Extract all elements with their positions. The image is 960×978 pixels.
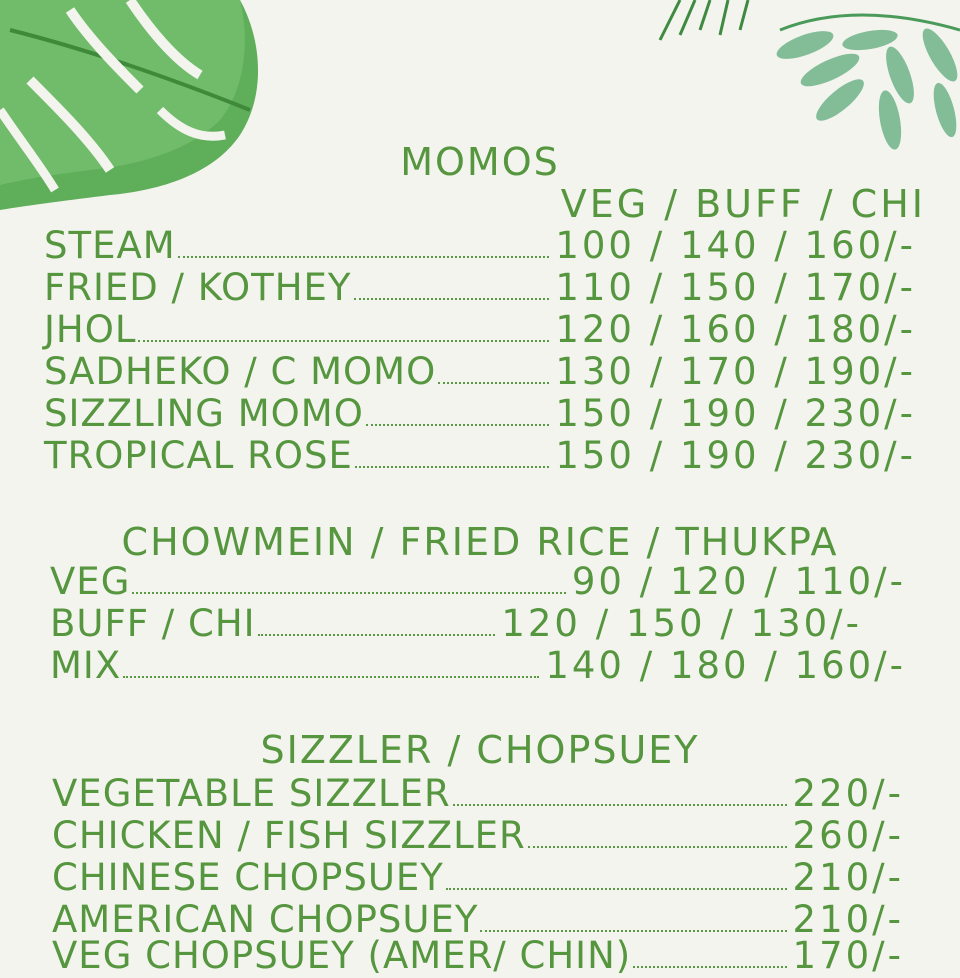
chowmein-title: CHOWMEIN / FRIED RICE / THUKPA <box>121 520 839 564</box>
item-price: 150 / 190 / 230/- <box>555 392 916 435</box>
item-name: SADHEKO / C MOMO <box>44 350 437 393</box>
menu-item <box>52 772 904 816</box>
leader-dots <box>355 465 549 468</box>
leader-dots <box>132 591 566 594</box>
leader-dots <box>528 845 787 848</box>
menu-item <box>44 224 916 268</box>
item-price: 140 / 180 / 160/- <box>545 644 906 687</box>
item-name: BUFF / CHI <box>50 602 256 645</box>
item-name: CHINESE CHOPSUEY <box>52 856 444 899</box>
item-price: 120 / 160 / 180/- <box>555 308 916 351</box>
item-name: VEGETABLE SIZZLER <box>52 772 451 815</box>
sizzler-title: SIZZLER / CHOPSUEY <box>260 728 700 772</box>
menu-item <box>50 644 906 688</box>
menu-item <box>44 392 916 436</box>
item-price: 150 / 190 / 230/- <box>555 434 916 477</box>
item-name: VEG CHOPSUEY (AMER/ CHIN) <box>52 934 632 977</box>
menu-item <box>44 308 916 352</box>
item-price: 100 / 140 / 160/- <box>555 224 916 267</box>
item-name: CHICKEN / FISH SIZZLER <box>52 814 526 857</box>
leader-dots <box>633 965 786 968</box>
leader-dots <box>480 929 786 932</box>
item-name: FRIED / KOTHEY <box>44 266 352 309</box>
item-price: 260/- <box>792 814 904 857</box>
leader-dots <box>366 423 550 426</box>
item-price: 130 / 170 / 190/- <box>555 350 916 393</box>
item-price: 90 / 120 / 110/- <box>571 560 906 603</box>
item-price: 170/- <box>792 934 904 977</box>
leader-dots <box>453 803 787 806</box>
item-name: TROPICAL ROSE <box>44 434 353 477</box>
leader-dots <box>438 381 549 384</box>
item-name: SIZZLING MOMO <box>44 392 364 435</box>
menu-item <box>44 434 916 478</box>
item-price: 210/- <box>792 898 904 941</box>
menu-item <box>52 856 904 900</box>
item-name: MIX <box>50 644 122 687</box>
item-name: AMERICAN CHOPSUEY <box>52 898 479 941</box>
menu-item <box>50 602 862 646</box>
leader-dots <box>138 339 549 342</box>
momos-column-header: VEG / BUFF / CHI <box>560 182 926 226</box>
item-price: 220/- <box>792 772 904 815</box>
menu-item <box>50 560 906 604</box>
leader-dots <box>258 633 496 636</box>
item-price: 210/- <box>792 856 904 899</box>
menu-item <box>52 934 904 978</box>
monstera-leaf-icon <box>0 0 270 220</box>
menu-item <box>44 350 916 394</box>
item-name: STEAM <box>44 224 176 267</box>
item-price: 110 / 150 / 170/- <box>555 266 916 309</box>
leader-dots <box>123 675 539 678</box>
item-price: 120 / 150 / 130/- <box>501 602 862 645</box>
leader-dots <box>178 255 550 258</box>
menu-item <box>52 814 904 858</box>
menu-item <box>44 266 916 310</box>
item-name: JHOL <box>44 308 137 351</box>
leader-dots <box>354 297 550 300</box>
leader-dots <box>446 887 787 890</box>
item-name: VEG <box>50 560 131 603</box>
momos-title: MOMOS <box>400 140 560 184</box>
